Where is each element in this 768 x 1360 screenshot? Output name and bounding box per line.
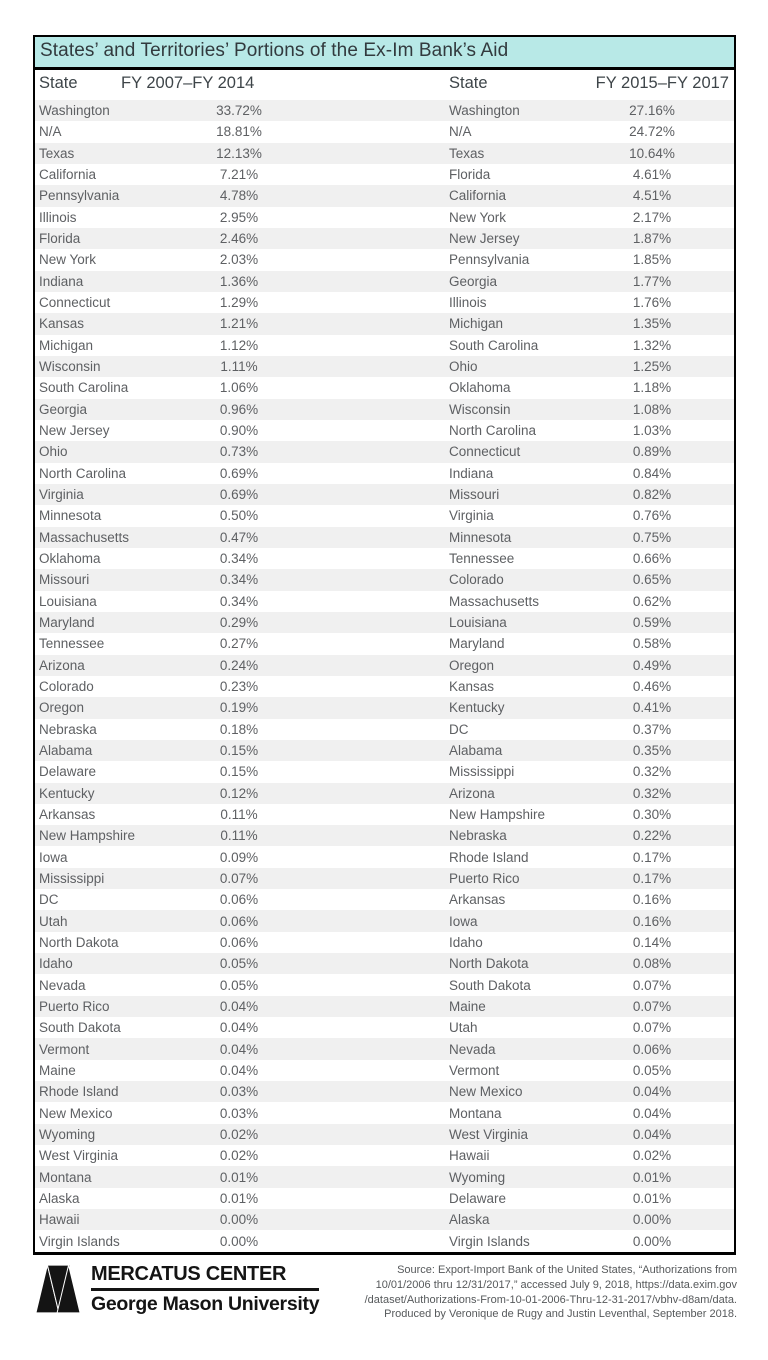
value-cell-right: 0.84% xyxy=(632,465,672,481)
state-cell-left: New York xyxy=(39,252,97,268)
table-row xyxy=(35,335,734,356)
state-cell-right: Texas xyxy=(449,145,485,161)
source-line: 10/01/2006 thru 12/31/2017,” accessed July 9, 2018, https://data.exim.gov xyxy=(375,1278,737,1291)
state-cell-left: New Mexico xyxy=(39,1105,113,1121)
george-mason-wordmark: George Mason University xyxy=(91,1292,320,1315)
table-title: States’ and Territories’ Portions of the Ex-Im Bank’s Aid xyxy=(35,37,734,70)
table-row xyxy=(35,1188,734,1209)
state-cell-right: Wisconsin xyxy=(449,401,511,417)
value-cell-left: 0.18% xyxy=(219,721,259,737)
value-cell-right: 1.08% xyxy=(632,401,672,417)
state-cell-right: Arizona xyxy=(449,785,495,801)
mercatus-triangles-icon xyxy=(35,1262,81,1316)
value-cell-right: 0.49% xyxy=(632,657,672,673)
table-row xyxy=(35,292,734,313)
value-cell-right: 0.17% xyxy=(632,849,672,865)
state-cell-left: North Carolina xyxy=(39,465,127,481)
value-cell-left: 0.12% xyxy=(219,785,259,801)
value-cell-right: 0.16% xyxy=(632,892,672,908)
value-cell-right: 0.37% xyxy=(632,721,672,737)
table-body xyxy=(35,100,734,1252)
value-cell-left: 0.03% xyxy=(219,1084,259,1100)
state-cell-left: Puerto Rico xyxy=(39,998,110,1014)
state-cell-right: Vermont xyxy=(449,1062,500,1078)
state-cell-right: Oklahoma xyxy=(449,380,511,396)
state-cell-right: Kentucky xyxy=(449,700,505,716)
state-cell-right: Florida xyxy=(449,167,491,183)
value-cell-left: 18.81% xyxy=(216,124,262,140)
state-cell-right: Idaho xyxy=(449,934,483,950)
state-cell-right: N/A xyxy=(449,124,472,140)
state-cell-left: Indiana xyxy=(39,273,84,289)
value-cell-left: 1.36% xyxy=(219,273,259,289)
table-row xyxy=(35,569,734,590)
state-cell-right: Nebraska xyxy=(449,828,507,844)
table-row xyxy=(35,932,734,953)
state-cell-right: DC xyxy=(449,721,469,737)
column-header-state-left: State xyxy=(39,74,78,92)
table-row xyxy=(35,356,734,377)
table-row xyxy=(35,441,734,462)
value-cell-right: 1.35% xyxy=(632,316,672,332)
table-row xyxy=(35,1124,734,1145)
value-cell-right: 0.07% xyxy=(632,1020,672,1036)
state-cell-right: Tennessee xyxy=(449,551,515,567)
table-row xyxy=(35,1102,734,1123)
table-row xyxy=(35,1081,734,1102)
value-cell-right: 0.30% xyxy=(632,806,672,822)
mercatus-center-wordmark: MERCATUS CENTER xyxy=(91,1263,287,1285)
table-row xyxy=(35,207,734,228)
value-cell-right: 1.25% xyxy=(632,359,672,375)
value-cell-left: 0.69% xyxy=(219,465,259,481)
value-cell-left: 0.11% xyxy=(220,828,258,844)
value-cell-left: 0.50% xyxy=(219,508,259,524)
state-cell-right: Arkansas xyxy=(449,892,506,908)
state-cell-left: Pennsylvania xyxy=(39,188,120,204)
state-cell-right: Ohio xyxy=(449,359,478,375)
table-row xyxy=(35,249,734,270)
state-cell-left: Georgia xyxy=(39,401,88,417)
table-row xyxy=(35,1060,734,1081)
logo-divider xyxy=(91,1288,319,1291)
table-row xyxy=(35,313,734,334)
table-row xyxy=(35,463,734,484)
state-cell-right: Louisiana xyxy=(449,615,507,631)
table-row xyxy=(35,548,734,569)
state-cell-right: Montana xyxy=(449,1105,502,1121)
state-cell-right: North Dakota xyxy=(449,956,529,972)
value-cell-left: 7.21% xyxy=(219,167,259,183)
table-row xyxy=(35,719,734,740)
state-cell-left: Ohio xyxy=(39,444,68,460)
table-row xyxy=(35,783,734,804)
table-row xyxy=(35,591,734,612)
value-cell-right: 0.58% xyxy=(632,636,672,652)
value-cell-left: 0.96% xyxy=(219,401,259,417)
state-cell-left: Massachusetts xyxy=(39,529,130,545)
value-cell-right: 0.14% xyxy=(632,934,672,950)
state-cell-left: Oregon xyxy=(39,700,85,716)
state-cell-right: Oregon xyxy=(449,657,495,673)
state-cell-left: Tennessee xyxy=(39,636,105,652)
table-row xyxy=(35,889,734,910)
state-cell-right: Alaska xyxy=(449,1212,490,1228)
value-cell-left: 1.21% xyxy=(219,316,259,332)
value-cell-right: 10.64% xyxy=(629,145,675,161)
value-cell-right: 0.01% xyxy=(632,1169,672,1185)
state-cell-left: Minnesota xyxy=(39,508,102,524)
table-row xyxy=(35,228,734,249)
value-cell-right: 0.75% xyxy=(632,529,672,545)
value-cell-left: 0.69% xyxy=(219,487,259,503)
state-cell-right: Indiana xyxy=(449,465,494,481)
value-cell-left: 0.19% xyxy=(219,700,259,716)
value-cell-right: 1.87% xyxy=(632,231,672,247)
value-cell-left: 0.03% xyxy=(219,1105,259,1121)
table-row xyxy=(35,399,734,420)
value-cell-right: 0.08% xyxy=(632,956,672,972)
state-cell-right: Minnesota xyxy=(449,529,512,545)
value-cell-right: 0.66% xyxy=(632,551,672,567)
value-cell-left: 0.02% xyxy=(219,1148,259,1164)
state-cell-left: Wisconsin xyxy=(39,359,101,375)
value-cell-right: 0.04% xyxy=(632,1084,672,1100)
state-cell-left: Alaska xyxy=(39,1190,80,1206)
table-row xyxy=(35,484,734,505)
state-cell-left: DC xyxy=(39,892,59,908)
value-cell-right: 0.65% xyxy=(632,572,672,588)
state-cell-right: Rhode Island xyxy=(449,849,529,865)
state-cell-left: Missouri xyxy=(39,572,90,588)
state-cell-right: Virginia xyxy=(449,508,494,524)
value-cell-right: 1.77% xyxy=(632,273,672,289)
state-cell-left: N/A xyxy=(39,124,62,140)
value-cell-left: 0.27% xyxy=(219,636,259,652)
state-cell-left: Illinois xyxy=(39,209,77,225)
state-cell-right: Puerto Rico xyxy=(449,870,520,886)
column-header-fy2015-2017: FY 2015–FY 2017 xyxy=(595,74,729,92)
state-cell-left: Maine xyxy=(39,1062,76,1078)
column-header-state-right: State xyxy=(449,74,488,92)
state-cell-left: South Carolina xyxy=(39,380,129,396)
state-cell-right: North Carolina xyxy=(449,423,537,439)
state-cell-right: Pennsylvania xyxy=(449,252,530,268)
state-cell-left: Utah xyxy=(39,913,68,929)
state-cell-right: Maryland xyxy=(449,636,505,652)
table-row xyxy=(35,271,734,292)
value-cell-right: 0.04% xyxy=(632,1126,672,1142)
value-cell-right: 1.18% xyxy=(632,380,672,396)
value-cell-left: 0.24% xyxy=(219,657,259,673)
value-cell-left: 0.05% xyxy=(219,977,259,993)
value-cell-right: 0.35% xyxy=(632,743,672,758)
table-row xyxy=(35,846,734,867)
value-cell-left: 0.90% xyxy=(219,423,259,439)
source-line: Produced by Veronique de Rugy and Justin Leventhal, September 2018. xyxy=(384,1308,737,1321)
value-cell-right: 0.22% xyxy=(632,828,672,844)
mercatus-logo-text xyxy=(91,1262,319,1316)
table-row xyxy=(35,761,734,782)
value-cell-left: 0.34% xyxy=(219,551,259,567)
value-cell-left: 1.12% xyxy=(219,337,259,353)
table-row xyxy=(35,121,734,142)
source-attribution xyxy=(307,1263,737,1322)
state-cell-left: Rhode Island xyxy=(39,1084,119,1100)
value-cell-left: 2.46% xyxy=(219,231,259,247)
value-cell-left: 0.06% xyxy=(219,934,259,950)
table-row xyxy=(35,996,734,1017)
table-row xyxy=(35,100,734,121)
value-cell-right: 27.16% xyxy=(629,103,675,119)
table-row xyxy=(35,420,734,441)
table-row xyxy=(35,527,734,548)
table-row xyxy=(35,974,734,995)
value-cell-right: 0.32% xyxy=(632,785,672,801)
value-cell-left: 0.11% xyxy=(220,806,258,822)
value-cell-right: 0.62% xyxy=(632,593,672,609)
state-cell-right: Wyoming xyxy=(449,1169,506,1185)
value-cell-right: 0.89% xyxy=(632,444,672,460)
value-cell-left: 0.05% xyxy=(219,956,259,972)
state-cell-left: Mississippi xyxy=(39,870,105,886)
value-cell-right: 1.03% xyxy=(632,423,672,439)
value-cell-right: 0.46% xyxy=(632,679,672,695)
value-cell-left: 0.00% xyxy=(219,1233,259,1249)
state-cell-right: Maine xyxy=(449,998,486,1014)
value-cell-left: 0.09% xyxy=(219,849,259,865)
state-cell-right: Missouri xyxy=(449,487,500,503)
source-line: Source: Export-Import Bank of the United States, “Authorizations from xyxy=(397,1264,737,1276)
value-cell-left: 1.11% xyxy=(220,359,258,375)
state-cell-left: California xyxy=(39,167,97,183)
state-cell-left: Texas xyxy=(39,145,75,161)
value-cell-right: 0.02% xyxy=(632,1148,672,1164)
table-row xyxy=(35,1209,734,1230)
table-row xyxy=(35,1017,734,1038)
value-cell-left: 0.29% xyxy=(219,615,259,631)
state-cell-left: Kansas xyxy=(39,316,85,332)
state-cell-left: Montana xyxy=(39,1169,92,1185)
mercatus-logo xyxy=(35,1262,319,1316)
table-row xyxy=(35,633,734,654)
state-cell-left: Maryland xyxy=(39,615,95,631)
state-cell-right: West Virginia xyxy=(449,1126,529,1142)
value-cell-left: 0.06% xyxy=(219,892,259,908)
state-cell-right: Mississippi xyxy=(449,764,515,780)
table-row xyxy=(35,1166,734,1187)
state-cell-right: Hawaii xyxy=(449,1148,490,1164)
table-header-row xyxy=(35,70,734,100)
state-cell-left: New Jersey xyxy=(39,423,110,439)
state-cell-right: Delaware xyxy=(449,1190,507,1206)
state-cell-left: Louisiana xyxy=(39,593,97,609)
state-cell-right: South Carolina xyxy=(449,337,539,353)
value-cell-left: 2.95% xyxy=(219,209,259,225)
state-cell-right: Connecticut xyxy=(449,444,521,460)
value-cell-left: 0.01% xyxy=(219,1190,259,1206)
state-cell-right: New Hampshire xyxy=(449,806,546,822)
state-cell-left: Oklahoma xyxy=(39,551,101,567)
table-row xyxy=(35,697,734,718)
state-cell-left: Vermont xyxy=(39,1041,90,1057)
value-cell-left: 0.15% xyxy=(219,743,259,758)
value-cell-right: 0.07% xyxy=(632,977,672,993)
value-cell-right: 24.72% xyxy=(629,124,675,140)
state-cell-left: West Virginia xyxy=(39,1148,119,1164)
state-cell-right: Washington xyxy=(449,103,520,119)
table-row xyxy=(35,804,734,825)
state-cell-left: Delaware xyxy=(39,764,97,780)
table-row xyxy=(35,868,734,889)
value-cell-right: 0.32% xyxy=(632,764,672,780)
state-cell-left: Colorado xyxy=(39,679,94,695)
state-cell-left: Virginia xyxy=(39,487,84,503)
table-row xyxy=(35,185,734,206)
state-cell-left: Hawaii xyxy=(39,1212,80,1228)
value-cell-left: 1.29% xyxy=(219,295,259,311)
state-cell-right: Utah xyxy=(449,1020,478,1036)
value-cell-right: 0.05% xyxy=(632,1062,672,1078)
table-row xyxy=(35,505,734,526)
state-cell-right: Iowa xyxy=(449,913,478,929)
value-cell-left: 2.03% xyxy=(219,252,259,268)
state-cell-right: Kansas xyxy=(449,679,495,695)
ex-im-aid-table xyxy=(33,35,736,1255)
value-cell-left: 0.04% xyxy=(219,998,259,1014)
value-cell-right: 0.07% xyxy=(632,998,672,1014)
value-cell-right: 2.17% xyxy=(632,209,672,225)
value-cell-left: 12.13% xyxy=(216,145,262,161)
table-row xyxy=(35,910,734,931)
value-cell-left: 0.02% xyxy=(219,1126,259,1142)
table-row xyxy=(35,164,734,185)
state-cell-left: Michigan xyxy=(39,337,94,353)
value-cell-right: 0.17% xyxy=(632,870,672,886)
state-cell-right: California xyxy=(449,188,507,204)
table-row xyxy=(35,1230,734,1251)
state-cell-right: Illinois xyxy=(449,295,487,311)
value-cell-left: 4.78% xyxy=(219,188,259,204)
value-cell-left: 0.23% xyxy=(219,679,259,695)
value-cell-right: 0.82% xyxy=(632,487,672,503)
state-cell-left: Arkansas xyxy=(39,806,96,822)
value-cell-right: 0.00% xyxy=(632,1233,672,1249)
value-cell-right: 0.76% xyxy=(632,508,672,524)
state-cell-left: Kentucky xyxy=(39,785,95,801)
state-cell-right: Nevada xyxy=(449,1041,496,1057)
value-cell-left: 0.15% xyxy=(219,764,259,780)
value-cell-left: 0.07% xyxy=(219,870,259,886)
value-cell-right: 1.85% xyxy=(632,252,672,268)
table-row xyxy=(35,740,734,761)
value-cell-left: 0.04% xyxy=(219,1041,259,1057)
state-cell-right: South Dakota xyxy=(449,977,531,993)
state-cell-left: Arizona xyxy=(39,657,85,673)
table-row xyxy=(35,143,734,164)
value-cell-left: 0.06% xyxy=(219,913,259,929)
table-row xyxy=(35,953,734,974)
value-cell-left: 1.06% xyxy=(219,380,259,396)
value-cell-left: 33.72% xyxy=(216,103,262,119)
table-row xyxy=(35,676,734,697)
value-cell-right: 4.51% xyxy=(632,188,672,204)
state-cell-left: Connecticut xyxy=(39,295,111,311)
source-line: /dataset/Authorizations-From-10-01-2006-Thru-12-31-2017/vbhv-d8am/data. xyxy=(364,1293,737,1306)
state-cell-left: New Hampshire xyxy=(39,828,136,844)
state-cell-left: Virgin Islands xyxy=(39,1233,120,1249)
state-cell-left: Iowa xyxy=(39,849,68,865)
state-cell-right: Georgia xyxy=(449,273,498,289)
value-cell-left: 0.04% xyxy=(219,1020,259,1036)
state-cell-left: Nevada xyxy=(39,977,86,993)
value-cell-left: 0.04% xyxy=(219,1062,259,1078)
state-cell-right: New York xyxy=(449,209,507,225)
state-cell-right: Colorado xyxy=(449,572,504,588)
value-cell-right: 0.06% xyxy=(632,1041,672,1057)
table-row xyxy=(35,612,734,633)
column-header-fy2007-2014: FY 2007–FY 2014 xyxy=(121,74,255,92)
value-cell-right: 0.16% xyxy=(632,913,672,929)
value-cell-right: 0.04% xyxy=(632,1105,672,1121)
state-cell-left: Washington xyxy=(39,103,110,119)
table-row xyxy=(35,377,734,398)
value-cell-right: 1.76% xyxy=(632,295,672,311)
state-cell-left: North Dakota xyxy=(39,934,119,950)
value-cell-left: 0.47% xyxy=(219,529,259,545)
table-row xyxy=(35,655,734,676)
state-cell-left: Nebraska xyxy=(39,721,97,737)
value-cell-left: 0.00% xyxy=(219,1212,259,1228)
state-cell-right: New Mexico xyxy=(449,1084,523,1100)
table-row xyxy=(35,825,734,846)
value-cell-right: 0.59% xyxy=(632,615,672,631)
value-cell-left: 0.34% xyxy=(219,572,259,588)
table-row xyxy=(35,1145,734,1166)
state-cell-left: Wyoming xyxy=(39,1126,96,1142)
value-cell-right: 0.01% xyxy=(632,1190,672,1206)
state-cell-left: Idaho xyxy=(39,956,73,972)
value-cell-right: 0.00% xyxy=(632,1212,672,1228)
state-cell-right: Alabama xyxy=(449,743,503,758)
state-cell-right: Massachusetts xyxy=(449,593,540,609)
state-cell-right: Virgin Islands xyxy=(449,1233,530,1249)
value-cell-right: 4.61% xyxy=(632,167,672,183)
state-cell-right: Michigan xyxy=(449,316,504,332)
value-cell-left: 0.73% xyxy=(219,444,259,460)
value-cell-left: 0.34% xyxy=(219,593,259,609)
value-cell-right: 0.41% xyxy=(632,700,672,716)
state-cell-left: Florida xyxy=(39,231,81,247)
state-cell-left: Alabama xyxy=(39,743,93,758)
state-cell-right: New Jersey xyxy=(449,231,520,247)
value-cell-left: 0.01% xyxy=(219,1169,259,1185)
table-row xyxy=(35,1038,734,1059)
state-cell-left: South Dakota xyxy=(39,1020,121,1036)
value-cell-right: 1.32% xyxy=(632,337,672,353)
